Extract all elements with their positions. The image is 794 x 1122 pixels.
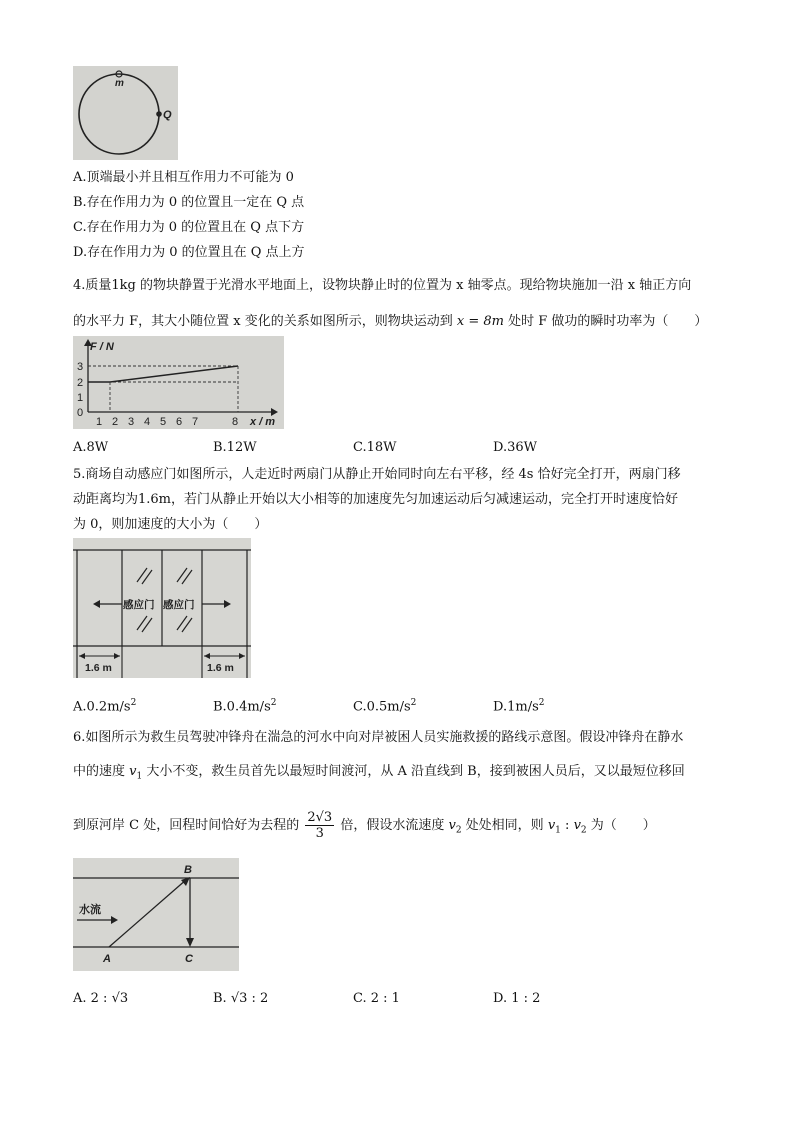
q5-text-line2: 动距离均为1.6m，若门从静止开始以大小相等的加速度先匀加速运动后匀减速运动，完全打开时速度恰好 — [73, 492, 679, 507]
x-tick-4: 4 — [144, 416, 151, 428]
x-tick-5: 5 — [160, 416, 167, 428]
q6-line2-v: v — [129, 764, 137, 779]
q5-option-d-text: D.1m/s — [493, 699, 539, 715]
water-flow-label: 水流 — [79, 904, 101, 916]
x-axis-label: x / m — [250, 416, 276, 428]
q4-option-b: B.12W — [213, 440, 257, 455]
q6-line3-a: 到原河岸 C 处，回程时间恰好为去程的 — [73, 818, 304, 833]
q5-option-a — [73, 694, 136, 716]
x-tick-8: 8 — [232, 416, 239, 428]
q3-figure — [73, 66, 178, 160]
q-label: Q — [163, 109, 172, 121]
x-tick-2: 2 — [112, 416, 119, 428]
q5-text-line1: 5.商场自动感应门如图所示，人走近时两扇门从静止开始同时向左右平移，经 4s 恰好完全打开，两扇门移 — [73, 467, 681, 482]
point-c-label: C — [185, 953, 193, 965]
q6-line3-c: 处处相同，则 — [461, 818, 548, 833]
q5-option-b-text: B.0.4m/s — [213, 699, 271, 715]
q6-text-line1: 6.如图所示为救生员驾驶冲锋舟在湍急的河水中向对岸被困人员实施救援的路线示意图。假设冲锋舟在静水 — [73, 730, 684, 745]
q5-option-a-text: A.0.2m/s — [73, 699, 131, 715]
q6-option-b: B. √3 : 2 — [213, 991, 269, 1006]
y-tick-3: 3 — [77, 361, 84, 373]
q6-frac-num: 2√3 — [307, 810, 333, 825]
q3-option-a: A.顶端最小并且相互作用力不可能为 0 — [73, 170, 294, 185]
y-tick-2: 2 — [77, 377, 84, 389]
x-tick-6: 6 — [176, 416, 183, 428]
door-label-right: 感应门 — [163, 599, 195, 611]
q6-line3-d: 为（ ） — [586, 818, 656, 833]
q6-text-line2 — [73, 763, 685, 786]
q6-line2-b: 大小不变，救生员首先以最短时间渡河，从 A 沿直线到 B，接到被困人员后，又以最短位移回 — [142, 764, 685, 779]
x-tick-3: 3 — [128, 416, 135, 428]
q6-text-line3 — [73, 809, 656, 848]
q5-option-c — [353, 694, 416, 716]
q5-option-d — [493, 694, 544, 716]
x-tick-7: 7 — [192, 416, 199, 428]
mass-label: m — [115, 78, 124, 89]
q6-ratio-s2: 2 — [580, 825, 587, 836]
q3-option-d: D.存在作用力为 0 的位置且在 Q 点上方 — [73, 245, 305, 260]
q6-line2-sub: 1 — [136, 771, 143, 782]
door-label-left: 感应门 — [123, 599, 155, 611]
q4-option-c: C.18W — [353, 440, 397, 455]
q6-river-figure — [73, 858, 239, 971]
q4-option-a: A.8W — [73, 440, 109, 455]
q5-option-c-text: C.0.5m/s — [353, 699, 411, 715]
q6-ratio-v2: v — [573, 818, 581, 833]
q6-option-c: C. 2 : 1 — [353, 991, 400, 1006]
q6-option-d: D. 1 : 2 — [493, 991, 541, 1006]
q4-option-d: D.36W — [493, 440, 537, 455]
y-tick-1: 1 — [77, 392, 84, 404]
q6-option-a: A. 2 : √3 — [73, 991, 129, 1006]
dist-label-left: 1.6 m — [85, 662, 112, 674]
point-a-label: A — [103, 953, 111, 965]
q4-text-line2 — [73, 313, 707, 331]
q6-ratio-s1: 1 — [555, 825, 561, 836]
q4-force-graph — [73, 336, 284, 429]
q6-fraction — [305, 810, 334, 841]
point-b-label: B — [184, 864, 192, 876]
q4-text-line1: 4.质量1kg 的物块静置于光滑水平地面上，设物块静止时的位置为 x 轴零点。现给物块施加一沿 x 轴正方向 — [73, 278, 692, 293]
q6-ratio-v1: v — [547, 818, 556, 833]
q5-option-d-sup: 2 — [538, 698, 545, 708]
q6-line3-b: 倍，假设水流速度 — [336, 818, 449, 833]
y-axis-label: F / N — [90, 341, 114, 353]
y-tick-0: 0 — [77, 407, 84, 419]
q6-frac-den: 3 — [315, 826, 324, 841]
q4-line2-part-b: 处时 F 做功的瞬时功率为（ ） — [503, 314, 708, 329]
q4-line2-part-a: 的水平力 F，其大小随位置 x 变化的关系如图所示，则物块运动到 — [73, 314, 457, 329]
point-q-marker — [156, 111, 162, 117]
x-tick-1: 1 — [96, 416, 103, 428]
q5-option-c-sup: 2 — [410, 698, 417, 708]
q3-option-c: C.存在作用力为 0 的位置且在 Q 点下方 — [73, 220, 305, 235]
q6-line3-sub2: 2 — [455, 825, 462, 836]
dist-label-right: 1.6 m — [207, 662, 234, 674]
q5-door-figure — [73, 538, 251, 678]
q6-line3-v2: v — [448, 818, 456, 833]
q5-option-a-sup: 2 — [130, 698, 137, 708]
q5-option-b-sup: 2 — [270, 698, 277, 708]
q5-option-b — [213, 694, 276, 716]
q4-line2-math: x = 8m — [456, 314, 504, 329]
q3-option-b: B.存在作用力为 0 的位置且一定在 Q 点 — [73, 195, 305, 210]
q5-text-line3: 为 0，则加速度的大小为（ ） — [73, 517, 268, 532]
q6-line2-a: 中的速度 — [73, 764, 130, 779]
q6-ratio-mid: : — [560, 818, 574, 833]
